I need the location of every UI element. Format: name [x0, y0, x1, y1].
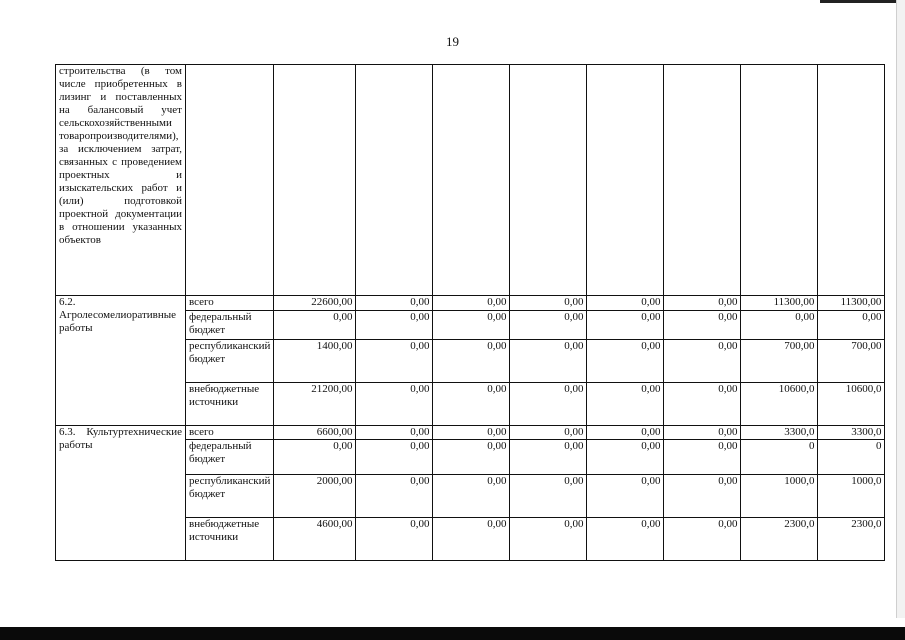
- value-cell: 0,00: [356, 311, 433, 340]
- value-cell: 0,00: [664, 340, 741, 383]
- value-cell: 22600,00: [274, 296, 356, 311]
- table-cell: [274, 65, 356, 296]
- value-cell: 0,00: [433, 340, 510, 383]
- budget-table: [55, 64, 885, 561]
- value-cell: 0,00: [356, 383, 433, 426]
- section-title-agro: 6.2. Агролесомелиоративные работы: [56, 296, 186, 426]
- value-cell: 1000,0: [741, 475, 818, 518]
- value-cell: 2300,0: [741, 518, 818, 561]
- source-label: внебюджетные источники: [186, 383, 274, 426]
- value-cell: 0,00: [433, 311, 510, 340]
- value-cell: 0,00: [664, 383, 741, 426]
- scan-bottom-edge: [0, 627, 905, 640]
- value-cell: 0,00: [356, 518, 433, 561]
- value-cell: 6600,00: [274, 426, 356, 440]
- value-cell: 0,00: [510, 518, 587, 561]
- value-cell: 11300,00: [818, 296, 885, 311]
- value-cell: 0,00: [741, 311, 818, 340]
- value-cell: 0,00: [433, 440, 510, 475]
- value-cell: 4600,00: [274, 518, 356, 561]
- value-cell: 11300,00: [741, 296, 818, 311]
- source-label: всего: [186, 426, 274, 440]
- value-cell: 10600,0: [818, 383, 885, 426]
- value-cell: 0,00: [587, 383, 664, 426]
- value-cell: 0,00: [510, 296, 587, 311]
- source-label: федеральный бюджет: [186, 311, 274, 340]
- value-cell: 0,00: [818, 311, 885, 340]
- value-cell: 1400,00: [274, 340, 356, 383]
- value-cell: 0,00: [510, 440, 587, 475]
- value-cell: 0,00: [587, 518, 664, 561]
- value-cell: 0,00: [664, 475, 741, 518]
- table-cell: [433, 65, 510, 296]
- value-cell: 0,00: [356, 296, 433, 311]
- source-label: республиканский бюджет: [186, 340, 274, 383]
- source-label: всего: [186, 296, 274, 311]
- value-cell: 0,00: [510, 475, 587, 518]
- page-edge: [896, 0, 905, 618]
- value-cell: 0,00: [356, 475, 433, 518]
- source-label: внебюджетные источники: [186, 518, 274, 561]
- value-cell: 0,00: [433, 475, 510, 518]
- continuation-text: строительства (в том числе приобретенных в лизинг и поставленных на балансовый учет сельскохозяйственными товаропроизводителями), за исключением затрат, связанных с проведением проектных и изыскательских работ и (или) подготовкой проектной документации в отношении указанных объектов: [56, 65, 186, 296]
- value-cell: 0: [741, 440, 818, 475]
- table-row: [56, 296, 885, 311]
- value-cell: 0,00: [587, 440, 664, 475]
- value-cell: 0,00: [356, 340, 433, 383]
- value-cell: 2000,00: [274, 475, 356, 518]
- value-cell: 700,00: [741, 340, 818, 383]
- value-cell: 0,00: [587, 340, 664, 383]
- page-number: 19: [446, 34, 459, 49]
- value-cell: 0,00: [510, 340, 587, 383]
- value-cell: 0,00: [510, 426, 587, 440]
- value-cell: 0,00: [510, 383, 587, 426]
- table-cell: [741, 65, 818, 296]
- value-cell: 0,00: [587, 296, 664, 311]
- value-cell: 0,00: [356, 426, 433, 440]
- value-cell: 0,00: [433, 426, 510, 440]
- value-cell: 10600,0: [741, 383, 818, 426]
- value-cell: 0,00: [356, 440, 433, 475]
- table-row: [56, 426, 885, 440]
- value-cell: 0,00: [274, 311, 356, 340]
- table-cell: [510, 65, 587, 296]
- value-cell: 1000,0: [818, 475, 885, 518]
- table-cell: [587, 65, 664, 296]
- value-cell: 2300,0: [818, 518, 885, 561]
- table-cell: [186, 65, 274, 296]
- value-cell: 0,00: [433, 518, 510, 561]
- value-cell: 0,00: [664, 440, 741, 475]
- source-label: республиканский бюджет: [186, 475, 274, 518]
- value-cell: 0,00: [664, 296, 741, 311]
- value-cell: 0,00: [433, 296, 510, 311]
- value-cell: 0,00: [510, 311, 587, 340]
- value-cell: 21200,00: [274, 383, 356, 426]
- value-cell: 0,00: [587, 426, 664, 440]
- table-row-continuation: [56, 65, 885, 296]
- value-cell: 3300,0: [818, 426, 885, 440]
- value-cell: 3300,0: [741, 426, 818, 440]
- table-cell: [664, 65, 741, 296]
- value-cell: 0,00: [274, 440, 356, 475]
- value-cell: 0,00: [664, 426, 741, 440]
- source-label: федеральный бюджет: [186, 440, 274, 475]
- value-cell: 0,00: [664, 518, 741, 561]
- value-cell: 0,00: [433, 383, 510, 426]
- value-cell: 700,00: [818, 340, 885, 383]
- table-cell: [818, 65, 885, 296]
- value-cell: 0,00: [587, 475, 664, 518]
- value-cell: 0,00: [664, 311, 741, 340]
- section-title-cult: 6.3. Культуртехнические работы: [56, 426, 186, 561]
- value-cell: 0,00: [587, 311, 664, 340]
- value-cell: 0: [818, 440, 885, 475]
- top-rule: [820, 0, 905, 3]
- table-cell: [356, 65, 433, 296]
